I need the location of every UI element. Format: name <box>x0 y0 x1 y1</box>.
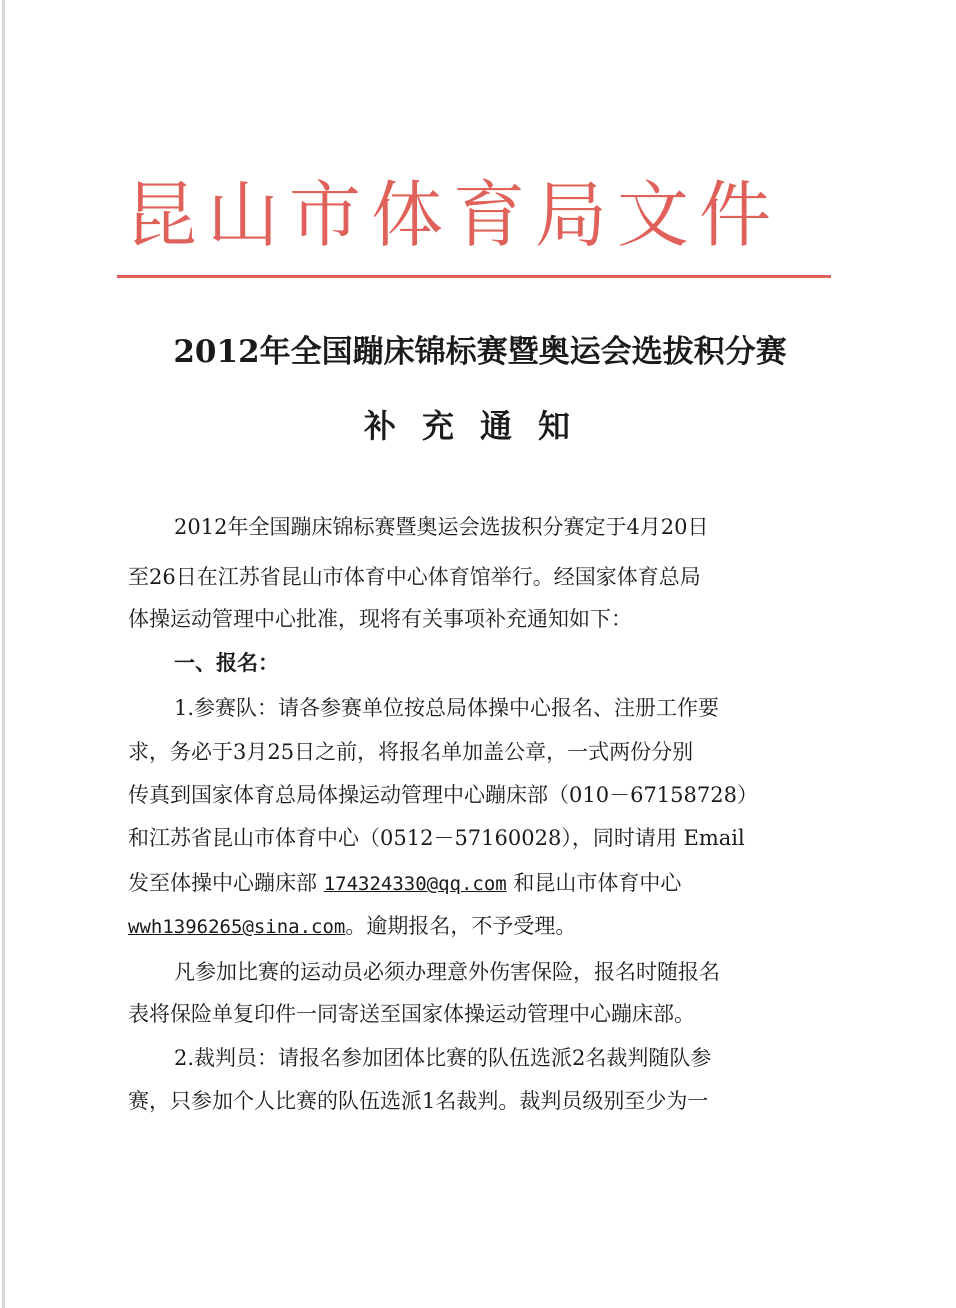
line-text: 和昆山市体育中心 <box>506 871 682 895</box>
paragraph-line <box>128 911 828 942</box>
line-text: 发至体操中心蹦床部 <box>128 871 324 895</box>
paragraph-line: 传真到国家体育总局体操运动管理中心蹦床部（010－67158728） <box>128 783 758 807</box>
document-title: 2012年全国蹦床锦标赛暨奥运会选拔积分赛 <box>173 334 787 370</box>
paragraph-line: 求，务必于3月25日之前，将报名单加盖公章，一式两份分别 <box>128 740 694 764</box>
header-divider <box>117 275 831 278</box>
paragraph-line: 和江苏省昆山市体育中心（0512－57160028），同时请用 Email <box>128 826 745 850</box>
email-link-sina[interactable]: wwh1396265@sina.com <box>128 916 346 938</box>
paragraph-line: 表将保险单复印件一同寄送至国家体操运动管理中心蹦床部。 <box>128 1002 695 1026</box>
paragraph-line: 体操运动管理中心批准，现将有关事项补充通知如下： <box>128 607 632 631</box>
scan-edge <box>2 0 5 1308</box>
paragraph-line: 2.裁判员：请报名参加团体比赛的队伍选派2名裁判随队参 <box>174 1046 712 1070</box>
paragraph-line: 2012年全国蹦床锦标赛暨奥运会选拔积分赛定于4月20日 <box>174 515 709 539</box>
paragraph-line: 1.参赛队：请各参赛单位按总局体操中心报名、注册工作要 <box>174 696 720 720</box>
document-subtitle: 补充通知 <box>363 407 596 445</box>
paragraph-line: 赛，只参加个人比赛的队伍选派1名裁判。裁判员级别至少为一 <box>128 1089 709 1113</box>
paragraph-line: 至26日在江苏省昆山市体育中心体育馆举行。经国家体育总局 <box>128 565 701 589</box>
email-link-qq[interactable]: 174324330@qq.com <box>323 873 507 895</box>
line-text: 。逾期报名，不予受理。 <box>345 914 577 938</box>
document-header: 昆山市体育局文件 <box>125 173 782 257</box>
section-heading: 一、报名： <box>174 650 279 675</box>
paragraph-line: 凡参加比赛的运动员必须办理意外伤害保险，报名时随报名 <box>174 960 720 984</box>
paragraph-line <box>128 868 828 899</box>
